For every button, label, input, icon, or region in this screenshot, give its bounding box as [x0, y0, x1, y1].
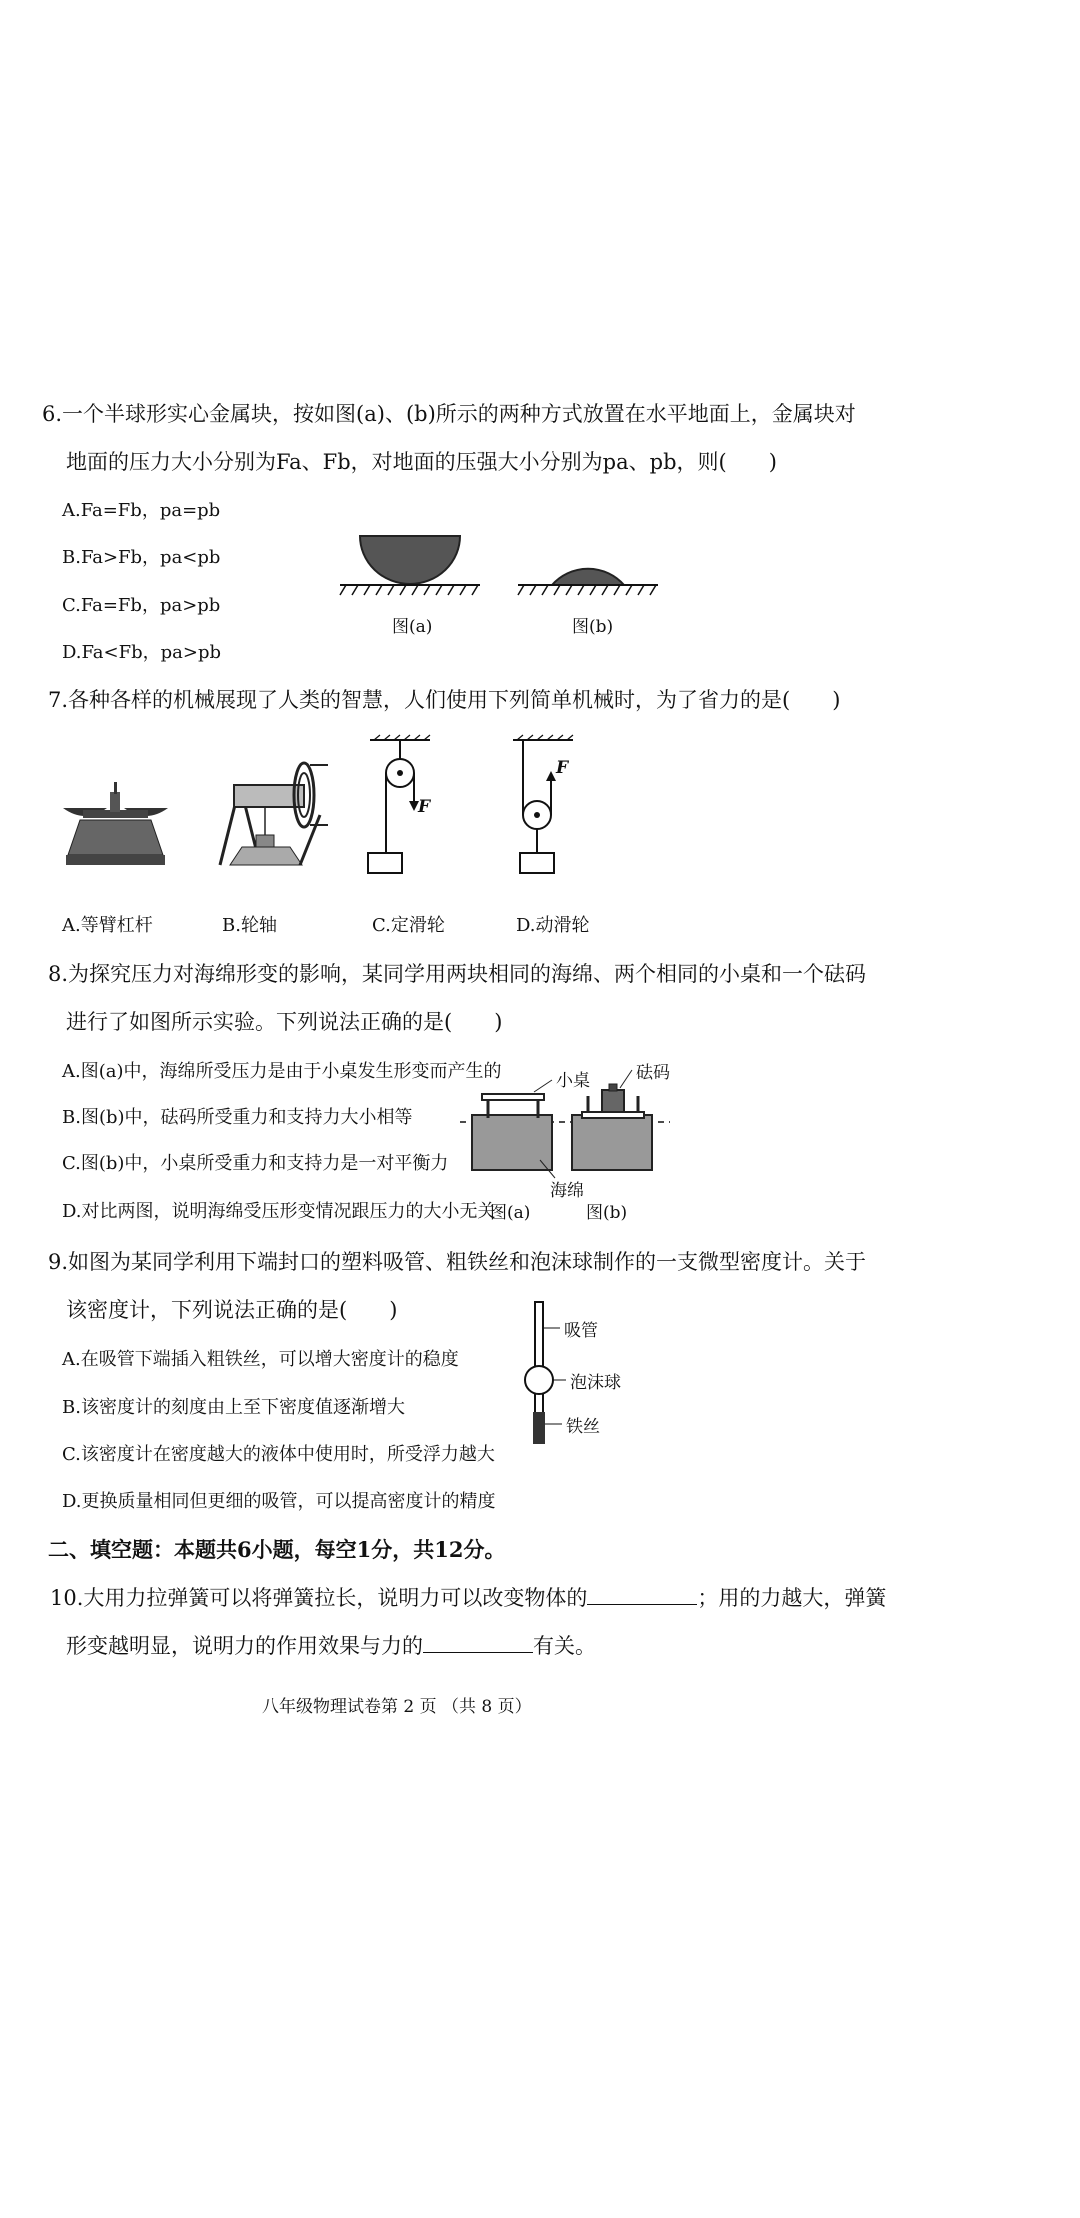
- q8-label-sponge: 海绵: [550, 1181, 584, 1201]
- q9-option-b: B.该密度计的刻度由上至下密度值逐渐增大: [62, 1397, 405, 1418]
- q10-blank-2[interactable]: [423, 1632, 533, 1653]
- q7-option-c: C.定滑轮: [372, 915, 445, 936]
- page-footer: 八年级物理试卷第 2 页 （共 8 页）: [262, 1697, 532, 1717]
- q9-label-wire: 铁丝: [566, 1417, 600, 1437]
- q10-line1: [50, 1584, 886, 1612]
- q8-option-d: D.对比两图，说明海绵受压形变情况跟压力的大小无关: [62, 1201, 496, 1222]
- q7-movable-pulley-image: [508, 735, 598, 880]
- q10-line1-part-b: ；用的力越大，弹簧: [697, 1586, 887, 1610]
- q7-option-a: A.等臂杠杆: [62, 915, 153, 936]
- q10-line1-part-a: 10.大用力拉弹簧可以将弹簧拉长，说明力可以改变物体的: [50, 1586, 588, 1610]
- q9-label-straw: 吸管: [564, 1321, 598, 1341]
- q10-line2: [66, 1632, 596, 1660]
- q10-line2-part-a: 形变越明显，说明力的作用效果与力的: [66, 1634, 423, 1658]
- q7-option-d: D.动滑轮: [516, 915, 590, 936]
- q6-figure-b: [518, 530, 658, 600]
- q7-movable-pulley-force-label: F: [556, 758, 569, 778]
- q8-fig-a-label: 图(a): [490, 1203, 531, 1223]
- q9-stem-line1: 9.如图为某同学利用下端封口的塑料吸管、粗铁丝和泡沫球制作的一支微型密度计。关于: [48, 1250, 867, 1274]
- q8-stem-line2: 进行了如图所示实验。下列说法正确的是( ): [66, 1010, 503, 1034]
- q9-label-foam: 泡沫球: [570, 1373, 621, 1393]
- q6-option-d: D.Fa<Fb，pa>pb: [62, 642, 221, 663]
- q6-fig-b-label: 图(b): [572, 617, 614, 637]
- q6-option-b: B.Fa>Fb，pa<pb: [62, 547, 221, 568]
- q10-blank-1[interactable]: [587, 1584, 697, 1605]
- q9-option-c: C.该密度计在密度越大的液体中使用时，所受浮力越大: [62, 1444, 495, 1465]
- q9-option-a: A.在吸管下端插入粗铁丝，可以增大密度计的稳度: [62, 1349, 459, 1370]
- q8-option-c: C.图(b)中，小桌所受重力和支持力是一对平衡力: [62, 1153, 449, 1174]
- section-fill-in-heading: 二、填空题：本题共6小题，每空1分，共12分。: [48, 1537, 506, 1562]
- q6-stem-line2: 地面的压力大小分别为Fa、Fb，对地面的压强大小分别为pa、pb，则( ): [66, 450, 777, 474]
- q8-stem-line1: 8.为探究压力对海绵形变的影响，某同学用两块相同的海绵、两个相同的小桌和一个砝码: [48, 962, 867, 986]
- q9-option-d: D.更换质量相同但更细的吸管，可以提高密度计的精度: [62, 1491, 496, 1512]
- q8-label-weight: 砝码: [636, 1063, 670, 1083]
- q6-figure-a: [340, 530, 480, 600]
- q9-stem-line2: 该密度计，下列说法正确的是( ): [66, 1298, 398, 1322]
- q6-option-c: C.Fa=Fb，pa>pb: [62, 595, 221, 616]
- q6-fig-a-label: 图(a): [392, 617, 433, 637]
- q7-fixed-pulley-image: [360, 735, 450, 875]
- q7-wheel-axle-image: [210, 755, 340, 880]
- q10-line2-part-b: 有关。: [533, 1634, 596, 1658]
- q8-fig-b-label: 图(b): [586, 1203, 628, 1223]
- q6-option-a: A.Fa=Fb，pa=pb: [62, 500, 221, 521]
- q7-fixed-pulley-force-label: F: [418, 797, 431, 817]
- q6-stem-line1: 6.一个半球形实心金属块，按如图(a)、(b)所示的两种方式放置在水平地面上，金属块对: [42, 402, 856, 426]
- q8-label-table: 小桌: [556, 1071, 590, 1091]
- q8-option-a: A.图(a)中，海绵所受压力是由于小桌发生形变而产生的: [62, 1061, 502, 1082]
- q8-option-b: B.图(b)中，砝码所受重力和支持力大小相等: [62, 1107, 413, 1128]
- q7-option-b: B.轮轴: [222, 915, 277, 936]
- q7-stem: 7.各种各样的机械展现了人类的智慧，人们使用下列简单机械时，为了省力的是( ): [48, 688, 841, 712]
- q7-balance-image: [58, 780, 173, 870]
